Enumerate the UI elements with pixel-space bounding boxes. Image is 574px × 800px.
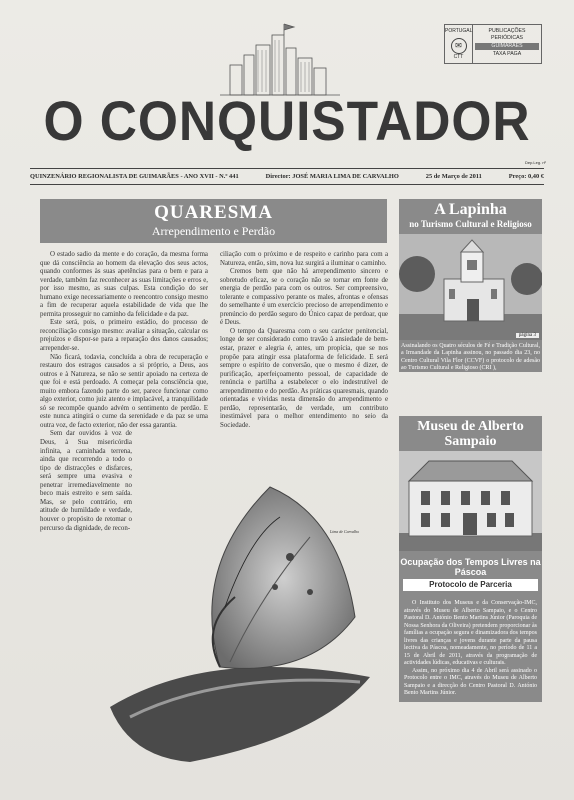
paragraph: ciliação com o próximo e de respeito e carinho para com a Natureza, então, sim, nova luz surgirá a iluminar o caminho. <box>220 251 388 267</box>
article-subheadline: Arrependimento e Perdão <box>151 224 276 238</box>
sidebar-museu <box>399 416 542 702</box>
stamp-country: PORTUGAL <box>445 28 473 34</box>
lapinha-header <box>399 199 542 234</box>
ctt-logo-icon: ✉ <box>451 38 467 54</box>
paragraph: Cremos bem que não há arrependimento sincero e sobretudo eficaz, se o coração não se tornar em fonte de energia de perdão para com os outros. Ser compreensivo, tolerante e compassivo perante os males, afrontas e ofensas do semelhante é um exercício precioso de arrependimento e prenúncio do perdão seguro do Único capaz de perdoar, que é Deus. <box>220 268 388 327</box>
museum-photo <box>399 451 542 551</box>
stamp-line2: PERIÓDICAS <box>491 35 523 41</box>
bottom-rule <box>30 184 544 185</box>
info-bar <box>30 173 544 180</box>
paragraph: Assim, no próximo dia 4 de Abril será assinado o Protocolo entre o IMC, através do Museu de Alberto Sampaio e a direcção do Centro Pastoral D. António Bento Martins Júnior. <box>404 667 537 696</box>
photo-credit: Lima de Carvalho <box>330 529 360 534</box>
paragraph: Este será, pois, o primeiro estádio, do processo de reconciliação consigo mesmo: avaliar a situação, calcular os prejuízos e dispor-se para a reparação dos danos causados; arrepender-se. <box>40 319 208 353</box>
stamp-city: GUIMARÃES <box>475 43 539 50</box>
stamp-right <box>473 25 541 63</box>
lapinha-subtitle: no Turismo Cultural e Religioso <box>409 219 532 229</box>
paragraph: Sem dar ouvidos à voz de Deus, à Sua misericórdia infinita, a caminhada terrena, ainda que recorrendo a todo o tipo de distracções e disfarces, será sempre uma evasiva e penetrar irremediavelmente no beco mais estreito e sem saída. Mas, se pelo contrário, em atitude de humildade e verdade, houver o propósito de retomar o percurso da dignidade, de recon- <box>40 430 132 532</box>
legal-deposit-code: Dep.Leg. nº <box>524 160 546 165</box>
main-article <box>40 199 387 759</box>
protocolo-label: Protocolo de Parceria <box>403 579 538 591</box>
page-reference: página 3 <box>516 333 539 338</box>
paragraph: O estado sadio da mente e do coração, da mesma forma que dá consciência ao homem da elevação dos seus actos, quando conformes às suas apetências para o bem e para a verdade, também faz reconhecer as suas limitações e erros e, por isso mesmo, as suas culpas. Esta condição do ser humano exige necessariamente o reencontro consigo mesmo a fim de recuperar aquela estabilidade de vida que lhe permita prosseguir no caminho da felicidade e da paz. <box>40 251 208 318</box>
top-rule <box>30 168 544 169</box>
director-info: Director: JOSÉ MARIA LIMA DE CARVALHO <box>265 173 399 180</box>
stamp-left <box>445 25 473 63</box>
article-header <box>40 199 387 243</box>
masthead-title: O CONQUISTADOR <box>43 89 531 152</box>
paragraph: O Instituto dos Museus e da Conservação-IMC, através do Museu de Alberto Sampaio, e o Centro Pastoral D. António Bento Martins Júnior (Paroquia de Nossa Senhora da Oliveira) pretendem proporcionar às famílias a ocupação segura e dinamizadora dos tempos livres das crianças e jovens durante parte da pausa lectiva da Páscoa, nomeadamente, no período de 11 a 15 de Abril de 2011, através da programação de actividades lúdicas, educativas e culturais. <box>404 600 537 666</box>
article-headline: QUARESMA <box>154 202 273 223</box>
museum-illustration <box>399 451 542 551</box>
ocupacao-section <box>399 551 542 594</box>
church-illustration <box>399 234 542 340</box>
issue-price: Preço: 0,40 € <box>508 173 544 180</box>
museu-header <box>399 416 542 451</box>
paragraph: Não ficará, todavia, concluída a obra de recuperação e restauro dos estragos causados a si próprio, a Deus, aos outros e à Natureza, se não se sentir apoiado na certeza de que foi e está perdoado. A começar pela consciência que, muito embora fazendo parte do ser, parece funcionar como algo exterior, como juiz atento e implacável, a tranquilidade só se recompõe quando advém o sentimento de perdão. E este nunca atingirá o cume da serenidade e da paz se uma outra voz, de facto exterior, não der essa garantia. <box>40 353 208 429</box>
article-column-2 <box>220 251 388 430</box>
sidebar-lapinha <box>399 199 542 372</box>
ocupacao-title: Ocupação dos Tempos Livres na Páscoa <box>400 557 541 577</box>
paragraph: O tempo da Quaresma com o seu carácter penitencial, longe de ser considerado como travão à ansiedade de bem-estar, prazer e alegria é, antes, um propícia, que se nos propõe para atingir essa plataforma de felicidade. E será sempre o espírito de conversão, que o mesmo é dizer, de purificação, aperfeiçoamento pessoal, de capacidade de renúncia e partilha a estabelecer o elo indestrutível de arrependimento e do perdão. As práticas quaresmais, quando orientadas e vividas nesta dimensão do arrependimento e perdão, representarão, de verdade, um contributo inestimável para o melhor entendimento no seio da Sociedade. <box>220 327 388 429</box>
postal-stamp <box>444 24 542 64</box>
church-photo <box>399 234 542 340</box>
stamp-line1: PUBLICAÇÕES <box>488 28 526 34</box>
issue-date: 25 de Março de 2011 <box>425 173 482 180</box>
museu-title: Museu de Alberto Sampaio <box>417 419 524 449</box>
lapinha-caption: Assinalando os Quatro séculos de Fé e Tradição Cultural, a Irmandade da Lapinha assinou, no passado dia 23, no Centro Cultural Vila Flor (CCVF) o protocolo de adesão ao Turismo Cultural e Religioso (CRI ), <box>399 340 542 372</box>
lapinha-title: A Lapinha <box>434 201 507 218</box>
museu-body <box>399 594 542 702</box>
stamp-ctt: CTT <box>453 54 464 60</box>
edition-info: QUINZENÁRIO REGIONALISTA DE GUIMARÃES - ANO XVII - N.º 441 <box>30 173 239 180</box>
butterfly-photo <box>70 477 390 767</box>
stamp-line4: TAXA PAGA <box>492 51 522 57</box>
